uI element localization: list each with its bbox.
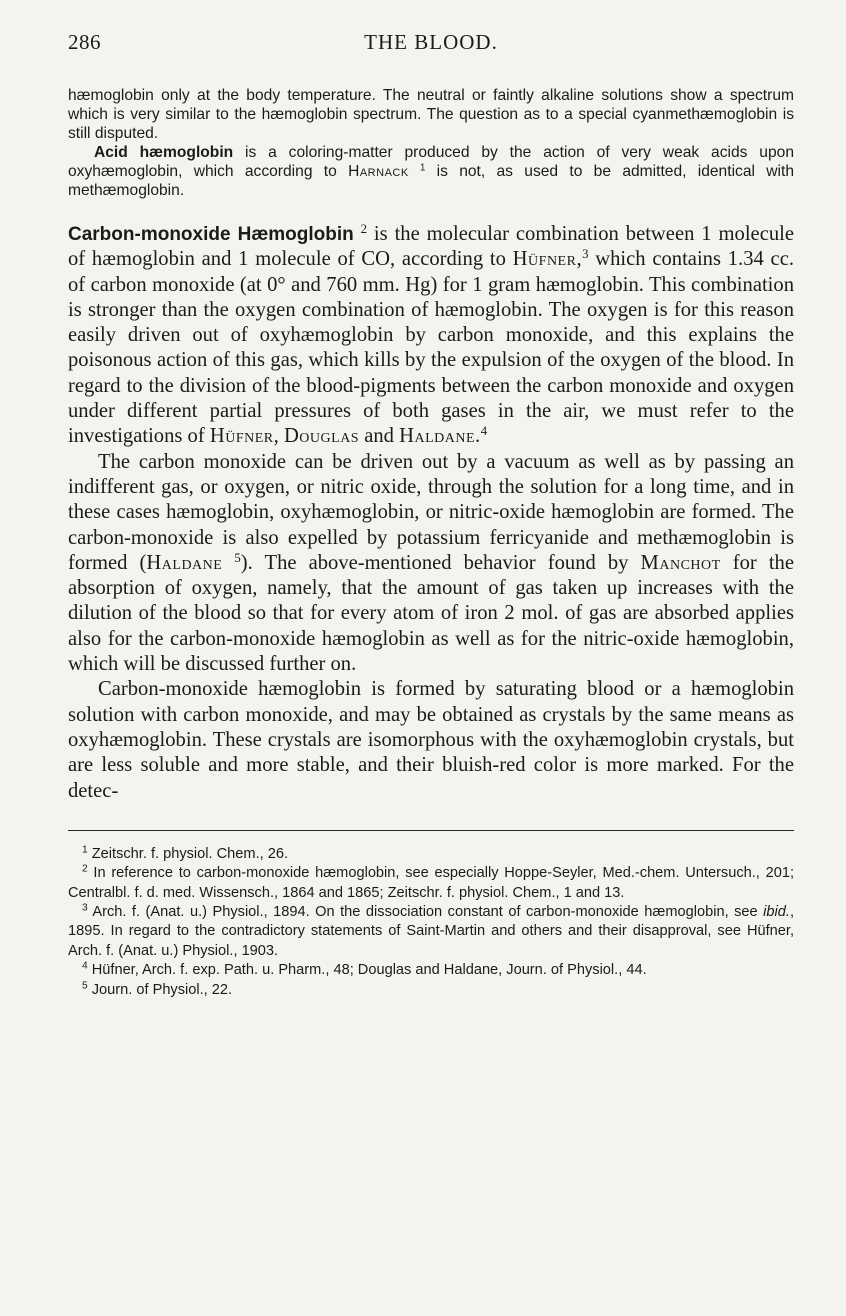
- footnote-text: Hüfner, Arch. f. exp. Path. u. Pharm., 48; Douglas and Haldane, Journ. of Physiol., 44.: [87, 962, 647, 979]
- footnote-text: Arch. f. (Anat. u.) Physiol., 1894. On the dissociation constant of carbon-monoxide hæmoglobin, see: [87, 904, 764, 921]
- footnote-text: Journ. of Physiol., 22.: [87, 981, 233, 998]
- co-haemoglobin-paragraph: [68, 222, 794, 450]
- co-removal-paragraph: [68, 450, 794, 678]
- footnote-divider: [68, 830, 794, 831]
- footnote-ref: 4: [480, 424, 488, 439]
- intro-text: [68, 86, 794, 200]
- page-number: 286: [68, 30, 101, 54]
- intro-paragraph: hæmoglobin only at the body temperature. The neutral or faintly alkaline solutions show a spectrum which is very similar to the hæmoglobin spectrum. The question as to a special cyanmethæmoglobin is still disputed.: [68, 87, 794, 142]
- footnote-mark: 1: [82, 844, 88, 856]
- author-manchot: Manchot: [640, 551, 721, 574]
- footnote-text: Zeitschr. f. physiol. Chem., 26.: [87, 845, 289, 862]
- co-crystals-paragraph: Carbon-monoxide hæmoglobin is formed by saturating blood or a hæmoglobin solution with carbon monoxide, and may be obtained as crystals by the same means as oxyhæmoglobin. These crystals are isomorphous with the oxyhæmoglobin crystals, but are less soluble and more stable, and their bluish-red color is more marked. For the detec-: [68, 678, 794, 802]
- footnote-4: [68, 961, 794, 980]
- text-span: ,: [273, 425, 284, 448]
- footnote-ref: 5: [234, 550, 241, 565]
- footnote-3: [68, 903, 794, 961]
- text-span: is not, as used to be admitted, identical with methæmoglobin.: [68, 163, 794, 199]
- footnote-5: [68, 981, 794, 1000]
- footnote-ref: 1: [419, 162, 426, 174]
- page-header: [68, 30, 794, 60]
- footnotes: [68, 845, 794, 1000]
- author-hufner: Hüfner,: [512, 248, 583, 271]
- text-span: The carbon monoxide can be driven out by a vacuum as well as by passing an indifferent gas, or oxygen, or nitric oxide, through the solution for a long time, and in these cases hæmoglobin, oxyhæmoglobin, or nitric-oxide hæmoglobin are formed. The carbon-monoxide is also expelled by potassium ferricyanide and methæmoglobin is formed (: [68, 450, 794, 574]
- footnote-mark: 5: [82, 980, 88, 992]
- footnote-mark: 4: [82, 960, 88, 972]
- book-page: [68, 30, 794, 1000]
- text-span: ). The above-mentioned behavior found by: [240, 551, 641, 574]
- footnote-text: In reference to carbon-monoxide hæmoglobin, see especially Hoppe-Seyler, Med.-chem. Untersuch., 201; Centralbl. f. d. med. Wissensch., 1864 and 1865; Zeitschr. f. physiol. Chem., 1 and 13.: [68, 865, 794, 901]
- author-haldane: Haldane: [146, 551, 223, 574]
- footnote-1: [68, 845, 794, 864]
- author-harnack: Harnack: [348, 163, 409, 180]
- author-douglas: Douglas: [283, 425, 360, 448]
- footnote-text: , 1895. In regard to the contradictory statements of Saint-Martin and others and their disapproval, see Hüfner, Arch. f. (Anat. u.) Physiol., 1903.: [68, 904, 794, 959]
- author-haldane: Haldane.: [399, 425, 481, 448]
- term-co-haemoglobin: Carbon-monoxide Hæmoglobin: [68, 224, 354, 245]
- text-span: and: [359, 425, 400, 448]
- text-span: is a coloring-matter produced by the action of very weak acids upon oxyhæmoglobin, which according to: [68, 144, 794, 180]
- running-title: THE BLOOD.: [364, 30, 498, 54]
- footnote-ibid: ibid.: [763, 904, 790, 921]
- footnote-ref: 3: [582, 247, 589, 262]
- text-span: which contains 1.34 cc. of carbon monoxide (at 0° and 760 mm. Hg) for 1 gram hæmoglobin. This combination is stronger than the oxygen combination of hæmoglobin. The oxygen is for this reason easily driven out of oxyhæmoglobin by carbon monoxide, and this explains the poisonous action of this gas, which kills by the expulsion of the oxygen of the blood. In regard to the division of the blood-pigments between the carbon monoxide and oxygen under different partial pressures of both gases in the air, we must refer to the investigations of: [68, 248, 794, 448]
- text-span: for the absorption of oxygen, namely, that the amount of gas taken up increases with the dilution of the blood so that for every atom of iron 2 mol. of gas are absorbed applies also for the carbon-monoxide hæmoglobin as well as for the nitric-oxide hæmoglobin, which will be discussed further on.: [68, 551, 794, 676]
- author-hufner: Hüfner: [209, 425, 274, 448]
- footnote-ref: 2: [360, 221, 368, 236]
- footnote-mark: 3: [82, 902, 88, 914]
- main-text: [68, 222, 794, 804]
- term-acid-haemoglobin: Acid hæmoglobin: [94, 144, 234, 161]
- footnote-mark: 2: [82, 863, 88, 875]
- acid-haemoglobin-paragraph: [68, 143, 794, 200]
- footnote-2: [68, 864, 794, 903]
- text-span: is the molecular combination between 1 molecule of hæmoglobin and 1 molecule of CO, according to: [68, 223, 794, 271]
